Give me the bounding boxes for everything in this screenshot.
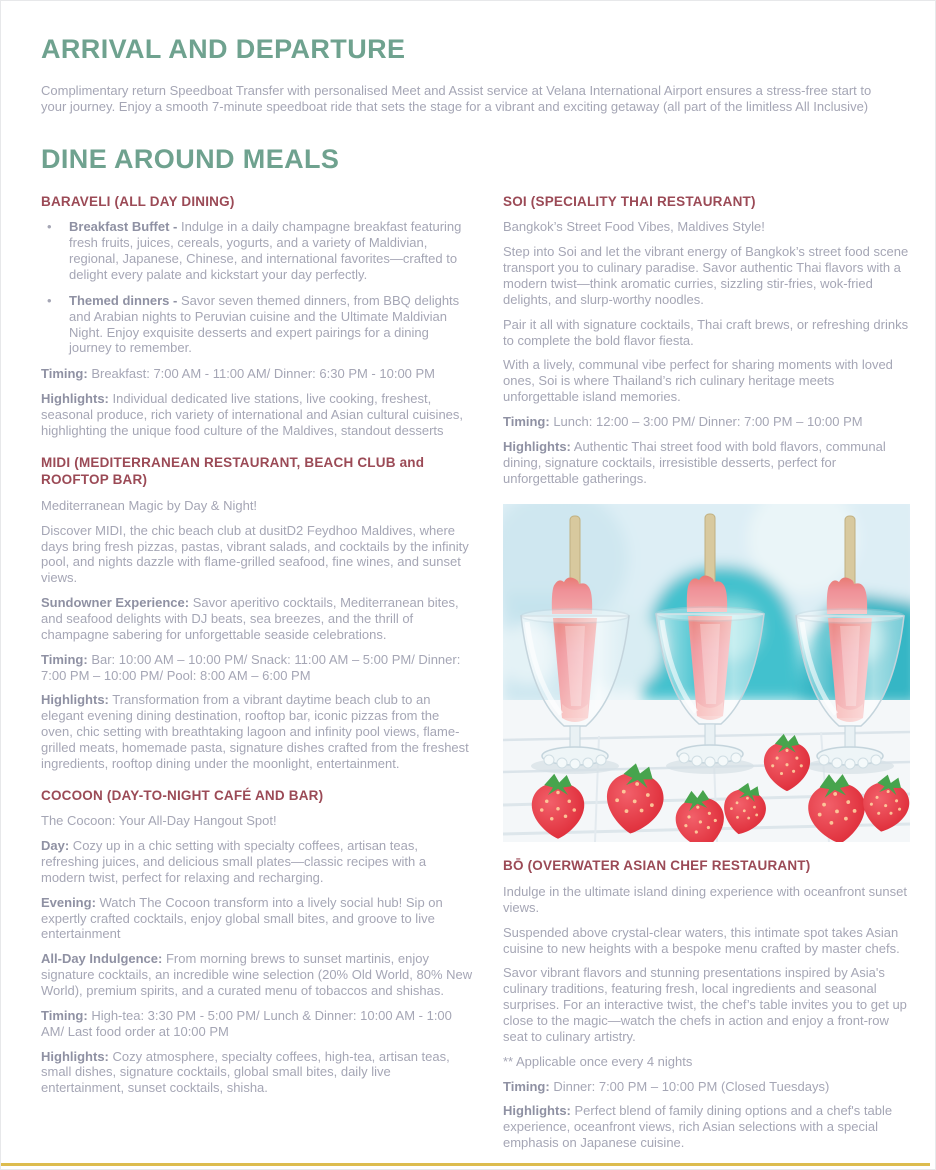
left-column (41, 193, 473, 1105)
labeled-body: Bar: 10:00 AM – 10:00 PM/ Snack: 11:00 AM – 5:00 PM/ Dinner: 7:00 PM – 10:00 PM/ Pool: 8:00 AM – 6:00 PM (41, 651, 461, 683)
inline-label: Timing: (503, 1078, 550, 1094)
restaurant-heading: BŌ (OVERWATER ASIAN CHEF RESTAURANT) (503, 858, 811, 874)
timing-text (41, 366, 473, 382)
labeled-body: Cozy up in a chic setting with specialty coffees, artisan teas, refreshing juices, and delicious small plates—classic recipes with a modern twist, perfect for relaxing and recharging. (41, 838, 427, 885)
labeled-body: Dinner: 7:00 PM – 10:00 PM (Closed Tuesdays) (549, 1078, 830, 1094)
inline-label: Timing: (41, 1007, 88, 1023)
timing-text (503, 414, 910, 430)
bullet-item (47, 219, 473, 282)
labeled-text (41, 951, 473, 999)
inline-label: Day: (41, 838, 70, 854)
labeled-body: High-tea: 3:30 PM - 5:00 PM/ Lunch & Dinner: 10:00 AM - 1:00 AM/ Last food order at 10:00 PM (41, 1007, 452, 1039)
paragraph: Bangkok’s Street Food Vibes, Maldives Style! (503, 219, 765, 235)
labeled-body: Cozy atmosphere, specialty coffees, high-tea, artisan teas, small dishes, signature cocktails, global small bites, daily live entertainment, sunset cocktails, shisha. (41, 1048, 450, 1096)
paragraph: Indulge in the ultimate island dining experience with oceanfront sunset views. (503, 884, 907, 915)
inline-label: Timing: (503, 414, 550, 430)
timing-text (41, 1008, 473, 1040)
inline-label: Highlights: (41, 391, 109, 407)
paragraph: Mediterranean Magic by Day & Night! (41, 497, 258, 513)
restaurant-heading: BARAVELI (ALL DAY DINING) (41, 193, 235, 209)
bullet-text (69, 219, 473, 282)
bullet-dot-icon: • (47, 292, 52, 308)
labeled-text (41, 895, 473, 943)
labeled-text (41, 595, 473, 643)
restaurant-heading: COCOON (DAY-TO-NIGHT CAFÉ AND BAR) (41, 787, 324, 803)
paragraph: ** Applicable once every 4 nights (503, 1053, 693, 1069)
inline-label: Highlights: (41, 1048, 109, 1064)
highlights-text (503, 1103, 910, 1151)
paragraph: Discover MIDI, the chic beach club at dusitD2 Feydhoo Maldives, where days bring fresh pizzas, pastas, vibrant salads, and cocktails by the infinity pool, and nights dazzle with flame-grilled seafood, fine wines, and sunset views. (41, 522, 469, 586)
labeled-body: Authentic Thai street food with bold flavors, communal dining, signature cocktails, irresistible desserts, perfect for unforgettable gatherings. (503, 438, 886, 486)
paragraph: Savor vibrant flavors and stunning presentations inspired by Asia's culinary traditions, featuring fresh, local ingredients and seasonal surprises. For an interactive twist, the chef’s table invites you to get up close to the magic—watch the chefs in action and enjoy a front-row seat to culinary artistry. (503, 965, 907, 1044)
labeled-body: Transformation from a vibrant daytime beach club to an elegant evening dining destination, rooftop bar, iconic pizzas from the oven, chic setting with breathtaking lagoon and infinity pool views, flame-grilled meats, homemade pasta, signature dishes crafted from the freshest ingredients, rooftop dining under the moonlight, entertainment. (41, 692, 469, 771)
restaurant-heading: MIDI (MEDITERRANEAN RESTAURANT, BEACH CLUB and ROOFTOP BAR) (41, 454, 425, 488)
highlights-text (503, 439, 910, 487)
bullet-text (69, 293, 473, 356)
bullet-item (47, 293, 473, 356)
right-column (503, 193, 910, 1160)
inline-label: Highlights: (41, 692, 109, 708)
labeled-body: Individual dedicated live stations, live cooking, freshest, seasonal produce, rich variety of international and Asian cultural cuisines, highlighting the unique food culture of the Maldives, standout desserts (41, 391, 464, 438)
inline-label: Timing: (41, 651, 88, 667)
inline-label: All-Day Indulgence: (41, 951, 163, 967)
highlights-text (41, 391, 473, 439)
inline-label: Highlights: (503, 438, 571, 454)
strawberry-popsicles-photo (503, 504, 910, 842)
labeled-text (41, 838, 473, 886)
dine-columns (41, 193, 909, 1160)
inline-label: Highlights: (503, 1103, 571, 1119)
labeled-body: Savor aperitivo cocktails, Mediterranean bites, and seafood delights with DJ beats, sea breezes, and the thrill of champagne sabering for unforgettable seaside celebrations. (41, 595, 459, 642)
bullet-dot-icon: • (47, 219, 52, 235)
bullet-body: Indulge in a daily champagne breakfast featuring fresh fruits, juices, cereals, yogurts, and a variety of Maldivian, regional, Japanese, Chinese, and international favorites—crafted to delight every palate and kickstart your day perfectly. (69, 219, 462, 282)
labeled-body: Watch The Cocoon transform into a lively social hub! Sip on expertly crafted cocktails, enjoy global small bites, and groove to live entertainment (41, 894, 443, 942)
inline-label: Evening: (41, 894, 96, 910)
bottom-gold-divider (1, 1163, 930, 1166)
bullet-body: Savor seven themed dinners, from BBQ delights and Arabian nights to Peruvian cuisine and the Ultimate Maldivian Night. Enjoy exquisite desserts and expert pairings for a dining journey to remember. (69, 292, 460, 356)
inline-label: Timing: (41, 366, 88, 382)
labeled-body: From morning brews to sunset martinis, enjoy signature cocktails, an incredible wine selection (20% Old World, 80% New World), premium spirits, and a curated menu of tobaccos and shishas. (41, 951, 473, 998)
bullet-lead: Themed dinners - (69, 292, 181, 308)
arrival-section-title: ARRIVAL AND DEPARTURE (41, 34, 406, 64)
arrival-intro-paragraph: Complimentary return Speedboat Transfer with personalised Meet and Assist service at Velana International Airport ensures a stress-free start to your journey. Enjoy a smooth 7-minute speedboat ride that sets the stage for a vibrant and exciting getaway (all part of the limitless All Inclusive) (41, 82, 872, 114)
paragraph: Step into Soi and let the vibrant energy of Bangkok’s street food scene transport you to culinary paradise. Savor authentic Thai flavors with a modern twist—think aromatic curries, sizzling stir-fries, wok-fried delights, and slurp-worthy noodles. (503, 244, 909, 307)
labeled-body: Lunch: 12:00 – 3:00 PM/ Dinner: 7:00 PM – 10:00 PM (549, 414, 863, 430)
timing-text (41, 652, 473, 684)
paragraph: With a lively, communal vibe perfect for sharing moments with loved ones, Soi is where Thailand’s rich culinary heritage meets unforgettable island memories. (503, 357, 893, 405)
dine-section-title: DINE AROUND MEALS (41, 144, 340, 175)
restaurant-heading: SOI (SPECIALITY THAI RESTAURANT) (503, 193, 756, 209)
bullet-lead: Breakfast Buffet - (69, 219, 181, 235)
inline-label: Sundowner Experience: (41, 595, 190, 611)
labeled-body: Perfect blend of family dining options and a chef's table experience, oceanfront views, rich Asian selections with a special emphasis on Japanese cuisine. (503, 1103, 893, 1151)
labeled-body: Breakfast: 7:00 AM - 11:00 AM/ Dinner: 6:30 PM - 10:00 PM (87, 366, 436, 382)
paragraph: Suspended above crystal-clear waters, this intimate spot takes Asian cuisine to new heights with a bespoke menu crafted by master chefs. (503, 924, 900, 956)
paragraph: The Cocoon: Your All-Day Hangout Spot! (41, 813, 277, 829)
highlights-text (41, 1049, 473, 1097)
timing-text (503, 1079, 910, 1095)
highlights-text (41, 692, 473, 771)
paragraph: Pair it all with signature cocktails, Thai craft brews, or refreshing drinks to complete the bold flavor fiesta. (503, 316, 909, 348)
